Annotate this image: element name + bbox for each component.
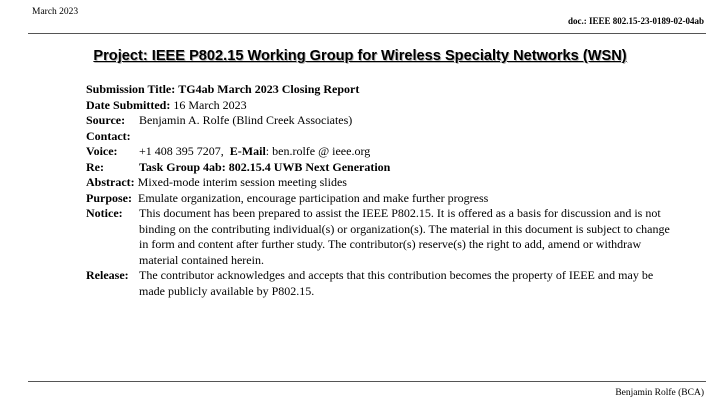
source-row [86, 113, 676, 129]
re-label: Re: [86, 159, 104, 174]
header-doc-id: doc.: IEEE 802.15-23-0189-02-04ab [567, 16, 704, 26]
date-submitted-label: Date Submitted: [86, 97, 171, 112]
purpose-value: Emulate organization, encourage participation and make further progress [138, 190, 489, 205]
release-label: Release: [86, 268, 129, 282]
voice-row [86, 144, 676, 160]
email-label: E-Mail [229, 144, 266, 158]
abstract-row [86, 175, 676, 191]
contact-row [86, 129, 676, 145]
notice-label: Notice: [86, 206, 123, 220]
date-submitted-row [86, 98, 676, 114]
notice-row [86, 206, 676, 268]
re-row [86, 160, 676, 176]
re-value: Task Group 4ab: 802.15.4 UWB Next Generation [139, 159, 391, 174]
header-date: March 2023 [32, 7, 79, 17]
document-body [86, 82, 676, 299]
purpose-label: Purpose: [86, 190, 132, 205]
submission-title-row [86, 82, 676, 98]
notice-value: This document has been prepared to assist the IEEE P802.15. It is offered as a basis for discussion and is not binding on the contributing individual(s) or organization(s). The material in this document is subject to change in form and content after further study. The contributor(s) reserve(s) the right to add, amend or withdraw material contained herein. [139, 206, 670, 267]
abstract-value: Mixed-mode interim session meeting slides [137, 175, 347, 189]
date-submitted-value: 16 March 2023 [173, 97, 247, 112]
contact-label: Contact: [86, 128, 131, 143]
submission-title-label: Submission Title: [86, 82, 176, 96]
purpose-row [86, 191, 676, 207]
email-value: : ben.rolfe @ ieee.org [265, 144, 371, 158]
header-divider [28, 33, 706, 34]
source-value: Benjamin A. Rolfe (Blind Creek Associates) [139, 113, 353, 127]
release-row [86, 268, 676, 299]
source-label: Source: [86, 113, 126, 127]
voice-value: +1 408 395 7207, [139, 144, 224, 158]
footer-author: Benjamin Rolfe (BCA) [615, 388, 704, 398]
release-value: The contributor acknowledges and accepts that this contribution becomes the property of IEEE and may be made publicly available by P802.15. [139, 268, 654, 298]
voice-label: Voice: [86, 144, 118, 158]
abstract-label: Abstract: [86, 175, 135, 189]
project-title: Project: IEEE P802.15 Working Group for Wireless Specialty Networks (WSN) [93, 48, 627, 64]
submission-title-value: TG4ab March 2023 Closing Report [178, 82, 360, 96]
footer-divider [28, 381, 706, 382]
